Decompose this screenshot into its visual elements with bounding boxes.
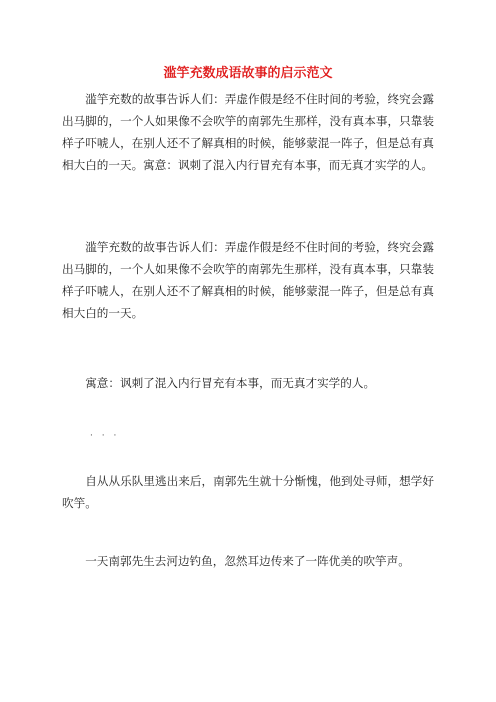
document-title: 滥竽充数成语故事的启示范文 xyxy=(163,66,333,81)
paragraph-1: 滥竽充数的故事告诉人们：弄虚作假是经不住时间的考验，终究会露出马脚的，一个人如果像不会吹竽的南郭先生那样，没有真本事，只靠装样子吓唬人，在别人还不了解真相的时候，能够蒙混一阵子，但是总有真相大白的一天。寓意：讽刺了混入内行冒充有本事，而无真才实学的人。 xyxy=(62,92,434,172)
paragraph-2: 滥竽充数的故事告诉人们：弄虚作假是经不住时间的考验，终究会露出马脚的，一个人如果像不会吹竽的南郭先生那样，没有真本事，只靠装样子吓唬人，在别人还不了解真相的时候，能够蒙混一阵子，但是总有真相大白的一天。 xyxy=(62,240,434,320)
section-separator: · · · xyxy=(90,431,120,441)
paragraph-4: 自从从乐队里逃出来后，南郭先生就十分惭愧，他到处寻师，想学好吹竽。 xyxy=(62,474,434,510)
paragraph-3: 寓意：讽刺了混入内行冒充有本事，而无真才实学的人。 xyxy=(85,376,376,390)
paragraph-5: 一天南郭先生去河边钓鱼，忽然耳边传来了一阵优美的吹竽声。 xyxy=(85,554,410,568)
